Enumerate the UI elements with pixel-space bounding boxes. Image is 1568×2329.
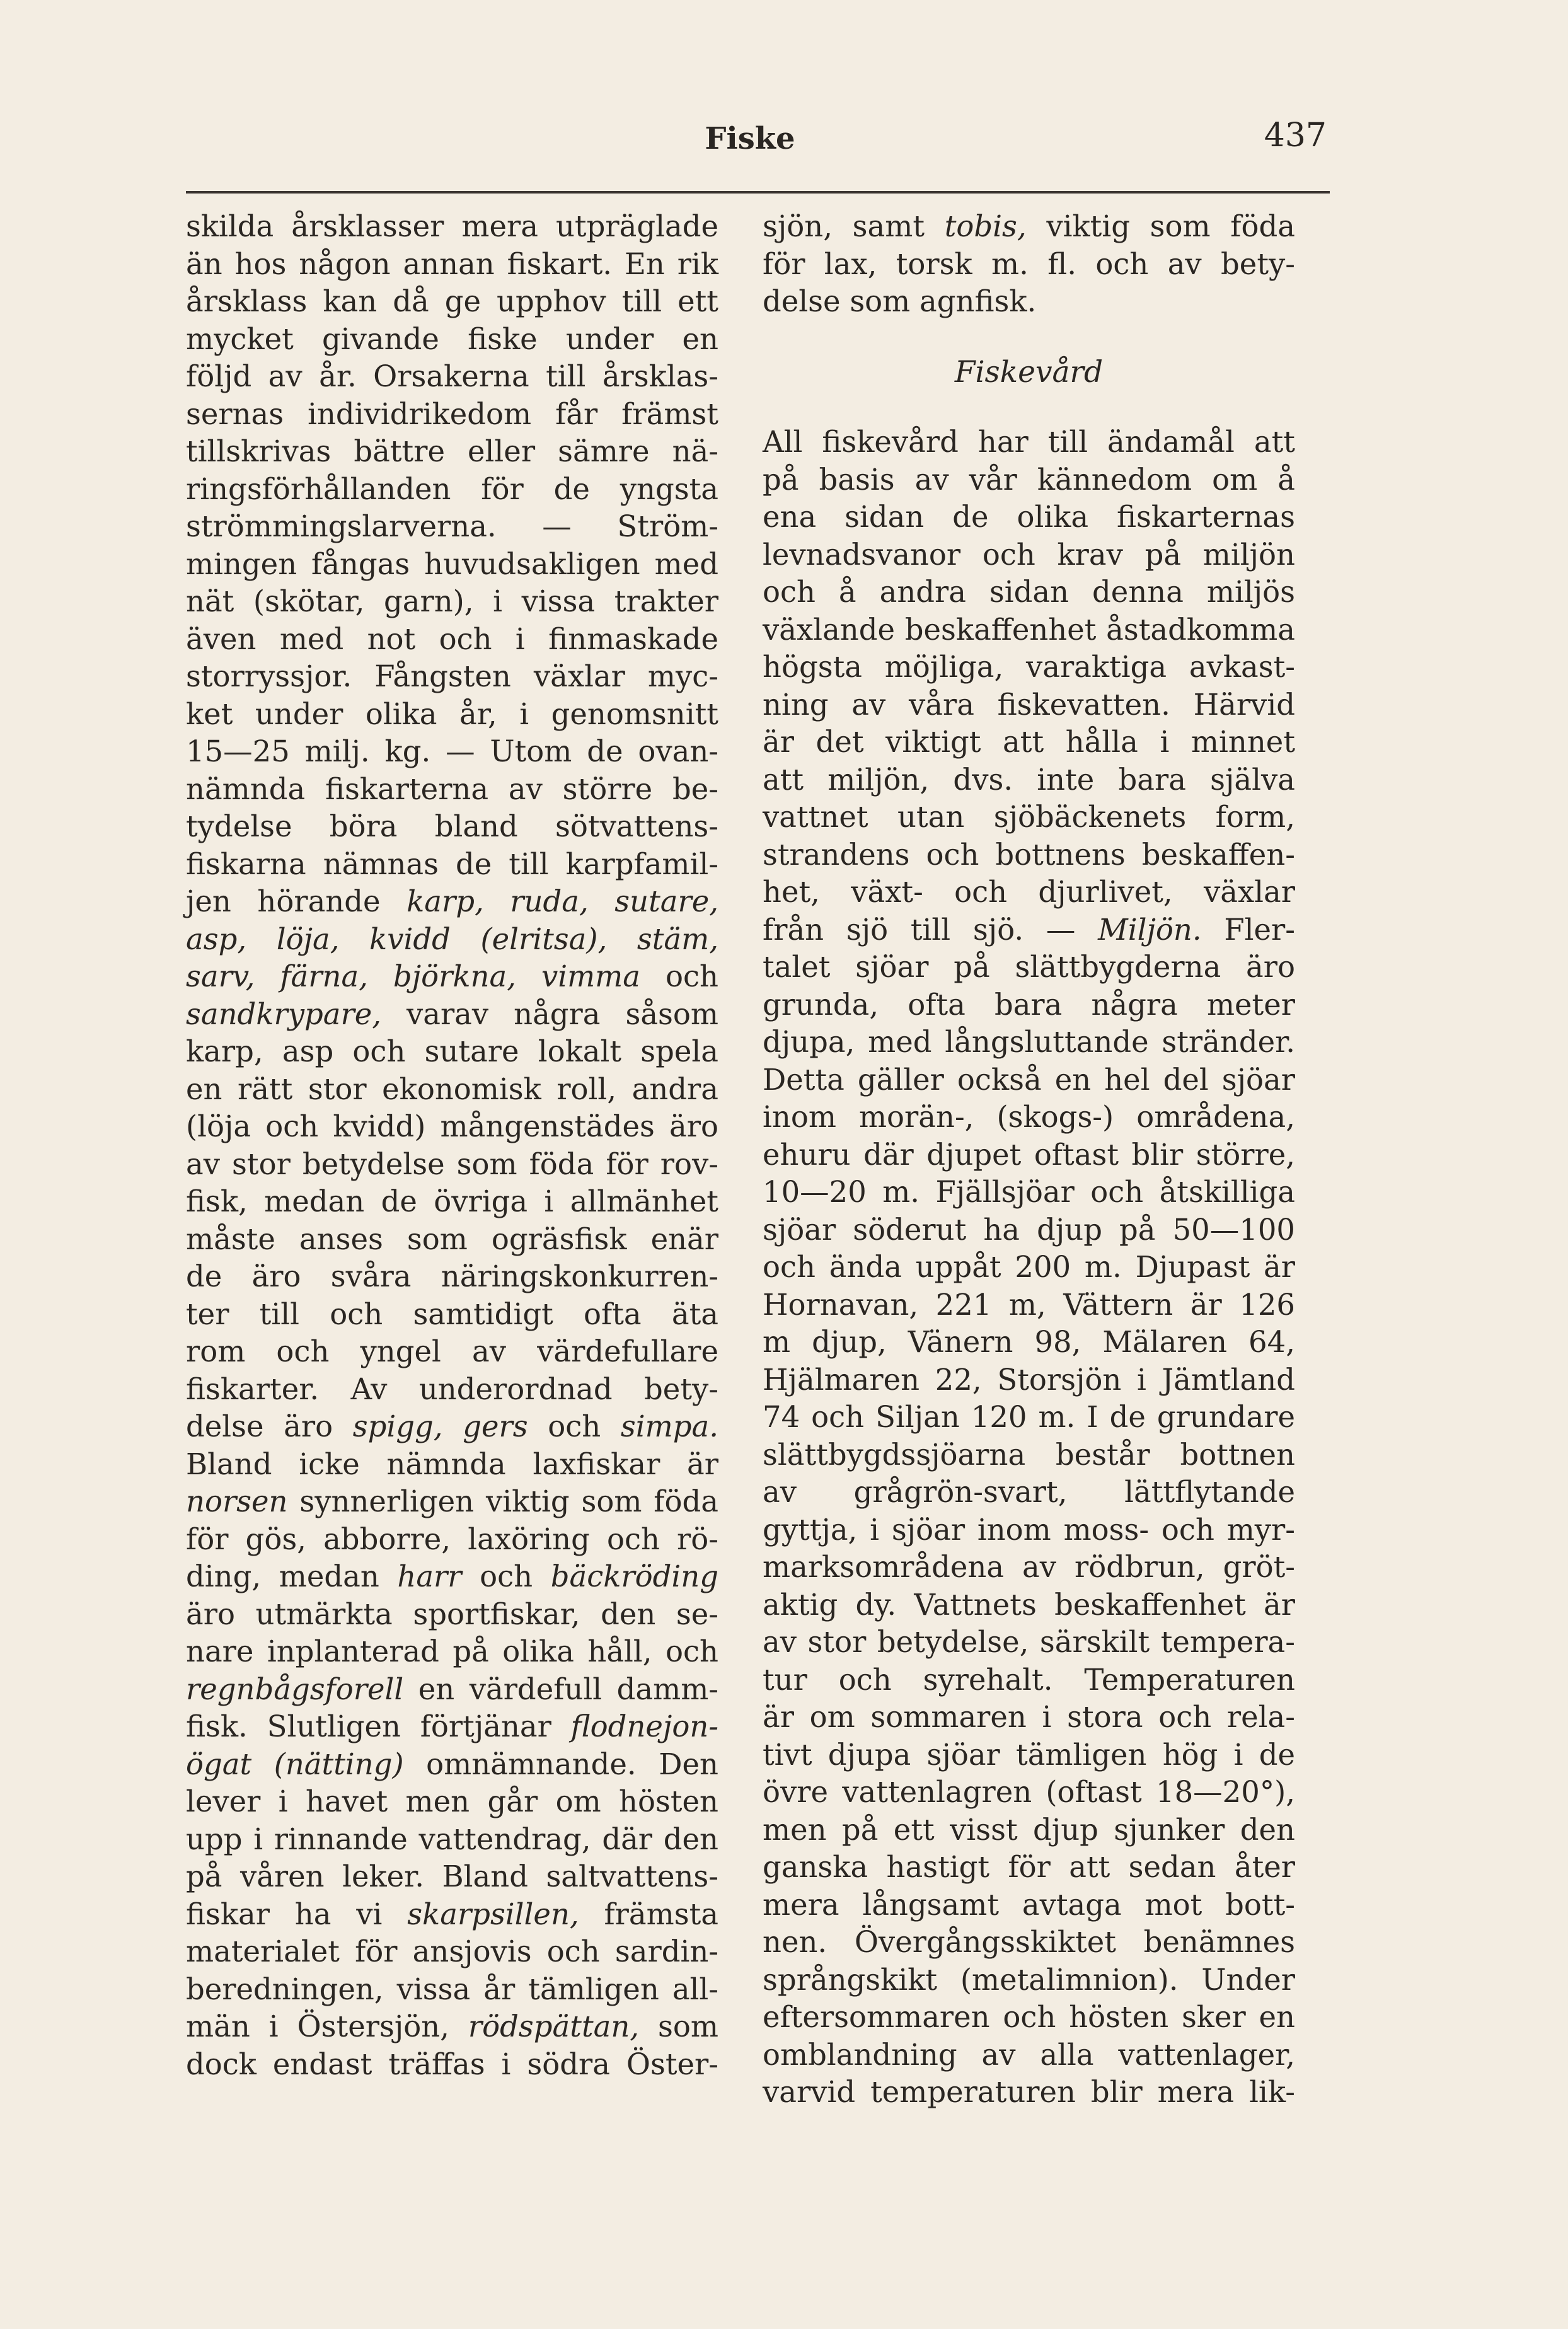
running-header-title: Fiske [705, 121, 795, 156]
text-line: på basis av vår kännedom om å [763, 462, 1295, 497]
text-line: eftersommaren och hösten sker en [763, 2000, 1295, 2034]
text-line: är om sommaren i stora och rela- [763, 1700, 1295, 1734]
text-line: djupa, med långsluttande stränder. [763, 1025, 1295, 1059]
text-line: delse som agnfisk. [763, 284, 1037, 318]
text-line: norsen synnerligen viktig som föda [186, 1484, 718, 1518]
text-line: tivt djupa sjöar tämligen hög i de [763, 1737, 1295, 1772]
text-line: är det viktigt att hålla i minnet [763, 725, 1295, 759]
text-line: 15—25 milj. kg. — Utom de ovan- [186, 734, 718, 768]
text-line: vattnet utan sjöbäckenets form, [763, 800, 1295, 834]
text-line: ena sidan de olika fiskarternas [763, 500, 1295, 534]
text-line: ket under olika år, i genomsnitt [186, 696, 718, 731]
text-line: av stor betydelse, särskilt tempera- [763, 1625, 1295, 1659]
text-line: språngskikt (metalimnion). Under [763, 1962, 1295, 1997]
text-line: nen. Övergångsskiktet benämnes [763, 1925, 1295, 1959]
text-line: omblandning av alla vattenlager, [763, 2037, 1295, 2072]
spacer [763, 391, 1295, 424]
right-column [763, 208, 1295, 2112]
text-line: mera långsamt avtaga mot bott- [763, 1887, 1295, 1922]
text-line: högsta möjliga, varaktiga avkast- [763, 650, 1295, 684]
text-line: ögat (nätting) omnämnande. Den [186, 1747, 718, 1781]
text-line: All fiskevård har till ändamål att [763, 425, 1295, 459]
text-line: upp i rinnande vattendrag, där den [186, 1822, 718, 1856]
section-heading: Fiskevård [954, 354, 1104, 390]
text-line: 74 och Siljan 120 m. I de grundare [763, 1400, 1295, 1434]
text-line: årsklass kan då ge upphov till ett [186, 284, 718, 318]
text-line: för lax, torsk m. fl. och av bety- [763, 246, 1295, 281]
text-line: ehuru där djupet oftast blir större, [763, 1137, 1295, 1172]
text-line: av grågrön-svart, lättflytande [763, 1475, 1295, 1509]
text-line: ringsförhållanden för de yngsta [186, 471, 718, 506]
text-line: tur och syrehalt. Temperaturen [763, 1662, 1295, 1697]
text-line: män i Östersjön, rödspättan, som [186, 2009, 718, 2043]
text-line: de äro svåra näringskonkurren- [186, 1259, 718, 1293]
text-line: även med not och i finmaskade [186, 621, 718, 656]
text-line: tydelse böra bland sötvattens- [186, 809, 718, 843]
text-line: följd av år. Orsakerna till årsklas- [186, 359, 718, 393]
text-line: (löja och kvidd) mångenstädes äro [186, 1109, 718, 1143]
text-line: och ända uppåt 200 m. Djupast är [763, 1250, 1295, 1284]
text-line: och å andra sidan denna miljös [763, 575, 1295, 609]
text-line: äro utmärkta sportfiskar, den se- [186, 1597, 718, 1631]
text-line: nare inplanterad på olika håll, och [186, 1634, 718, 1668]
text-line: än hos någon annan fiskart. En rik [186, 246, 718, 281]
text-line: lever i havet men går om hösten [186, 1784, 718, 1818]
text-line: sjöar söderut ha djup på 50—100 [763, 1212, 1295, 1247]
text-line: fisk. Slutligen förtjänar flodnejon- [186, 1709, 718, 1743]
text-line: asp, löja, kvidd (elritsa), stäm, [186, 922, 718, 956]
text-line: inom morän-, (skogs-) områdena, [763, 1100, 1295, 1134]
text-line: delse äro spigg, gers och simpa. [186, 1409, 718, 1443]
text-line: mycket givande fiske under en [186, 321, 718, 356]
text-line: fiskarna nämnas de till karpfamil- [186, 847, 718, 881]
text-line: slättbygdssjöarna består bottnen [763, 1437, 1295, 1472]
text-line: skilda årsklasser mera utpräglade [186, 209, 718, 243]
text-line: av stor betydelse som föda för rov- [186, 1147, 718, 1181]
text-line: storryssjor. Fångsten växlar myc- [186, 659, 718, 693]
text-line: mingen fångas huvudsakligen med [186, 546, 718, 581]
text-line: sernas individrikedom får främst [186, 396, 718, 431]
text-line: för gös, abborre, laxöring och rö- [186, 1522, 718, 1556]
text-line: het, växt- och djurlivet, växlar [763, 875, 1295, 909]
text-line: Bland icke nämnda laxfiskar är [186, 1447, 718, 1481]
text-line: marksområdena av rödbrun, gröt- [763, 1550, 1295, 1584]
text-line: fiskar ha vi skarpsillen, främsta [186, 1897, 718, 1931]
text-line: nämnda fiskarterna av större be- [186, 772, 718, 806]
text-line: Hjälmaren 22, Storsjön i Jämtland [763, 1362, 1295, 1397]
text-line: ganska hastigt för att sedan åter [763, 1850, 1295, 1884]
text-line: aktig dy. Vattnets beskaffenhet är [763, 1587, 1295, 1622]
text-line: Detta gäller också en hel del sjöar [763, 1062, 1295, 1097]
text-line: ter till och samtidigt ofta äta [186, 1297, 718, 1331]
text-line: måste anses som ogräsfisk enär [186, 1222, 718, 1256]
text-line: en rätt stor ekonomisk roll, andra [186, 1072, 718, 1106]
text-line: sarv, färna, björkna, vimma och [186, 959, 718, 993]
text-line: jen hörande karp, ruda, sutare, [186, 884, 719, 918]
left-column [186, 208, 718, 2083]
text-line: nät (skötar, garn), i vissa trakter [186, 584, 718, 618]
text-line: ning av våra fiskevatten. Härvid [763, 687, 1295, 722]
text-line: sjön, samt tobis, viktig som föda [763, 209, 1295, 243]
text-line: fisk, medan de övriga i allmänhet [186, 1184, 718, 1218]
page-number: 437 [1264, 117, 1327, 154]
text-line: fiskarter. Av underordnad bety- [186, 1372, 718, 1406]
text-line: ding, medan harr och bäckröding [186, 1559, 718, 1593]
text-line: regnbågsforell en värdefull damm- [186, 1672, 718, 1706]
text-line: strömmingslarverna. — Ström- [186, 509, 718, 543]
text-line: talet sjöar på slättbygderna äro [763, 950, 1295, 984]
spacer [763, 321, 1295, 354]
text-line: materialet för ansjovis och sardin- [186, 1934, 718, 1968]
text-line: gyttja, i sjöar inom moss- och myr- [763, 1512, 1295, 1547]
text-line: på våren leker. Bland saltvattens- [186, 1859, 718, 1893]
text-line: levnadsvanor och krav på miljön [763, 537, 1295, 572]
text-line: beredningen, vissa år tämligen all- [186, 1972, 718, 2006]
text-line: 10—20 m. Fjällsjöar och åtskilliga [763, 1175, 1295, 1209]
text-line: karp, asp och sutare lokalt spela [186, 1034, 718, 1068]
text-line: grunda, ofta bara några meter [763, 987, 1295, 1022]
text-line: växlande beskaffenhet åstadkomma [763, 612, 1295, 647]
text-line: men på ett visst djup sjunker den [763, 1812, 1295, 1847]
text-line: sandkrypare, varav några såsom [186, 997, 718, 1031]
text-line: rom och yngel av värdefullare [186, 1334, 718, 1368]
text-line: strandens och bottnens beskaffen- [763, 837, 1295, 872]
text-line: tillskrivas bättre eller sämre nä- [186, 434, 718, 468]
text-line: Hornavan, 221 m, Vättern är 126 [763, 1287, 1295, 1322]
text-line: att miljön, dvs. inte bara själva [763, 762, 1295, 797]
text-line: från sjö till sjö. — Miljön. Fler- [763, 912, 1295, 947]
text-line: dock endast träffas i södra Öster- [186, 2047, 718, 2081]
text-line: varvid temperaturen blir mera lik- [763, 2075, 1295, 2109]
text-line: m djup, Vänern 98, Mälaren 64, [763, 1325, 1295, 1359]
header-rule [186, 191, 1330, 194]
text-line: övre vattenlagren (oftast 18—20°), [763, 1775, 1295, 1809]
